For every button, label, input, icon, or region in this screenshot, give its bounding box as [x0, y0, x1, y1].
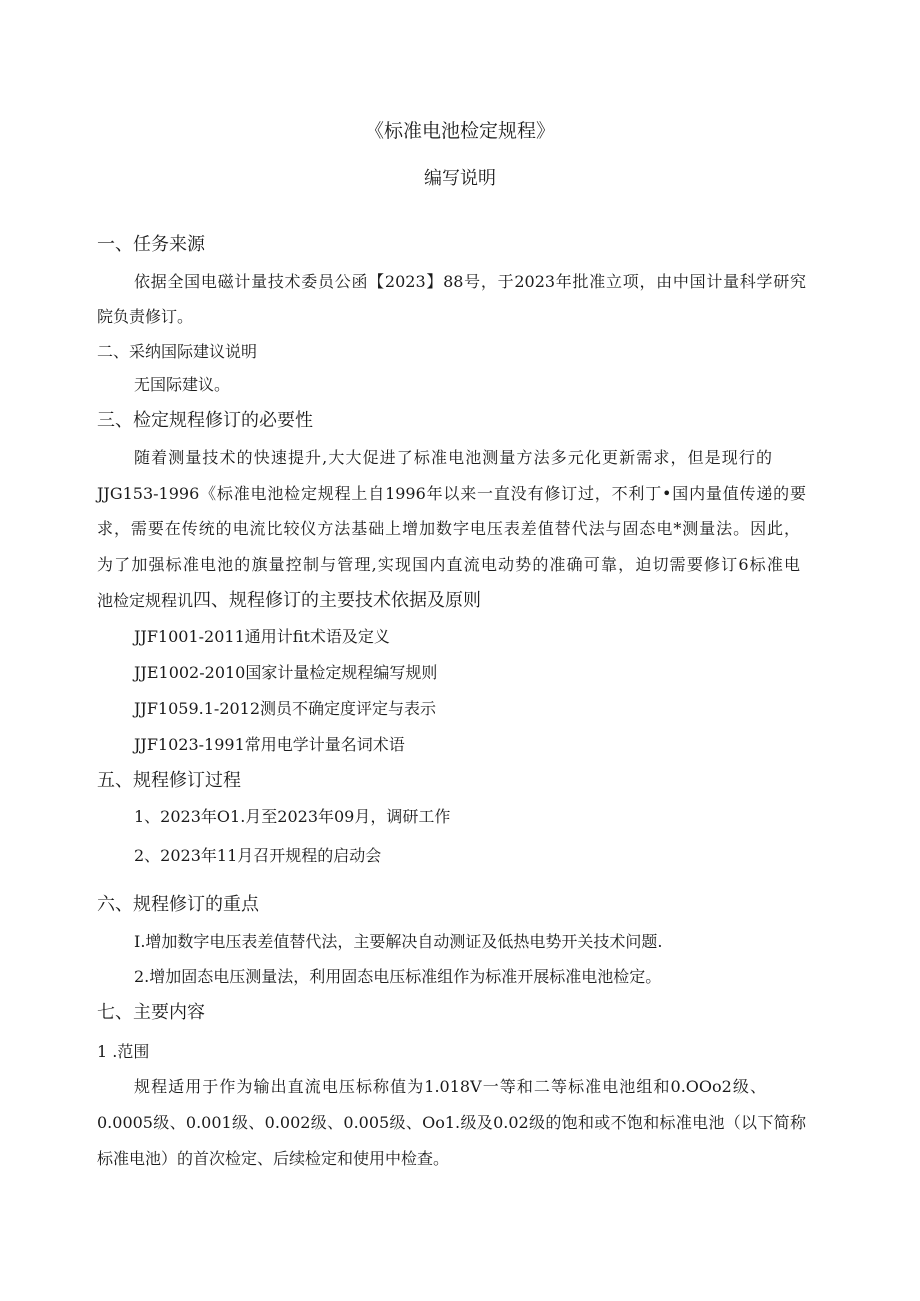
- section-3-line-3-wrap: [97, 519, 800, 539]
- key-point-1: I.增加数字电压表差值替代法，主要解决自动测证及低热电势开关技术问题.: [134, 932, 663, 951]
- section-1-paragraph-line-1: [134, 272, 806, 292]
- scope-line-1: 规程适用于作为输出直流电压标称值为1.018V一等和二等标准电池组和0.OOo2级、: [134, 1077, 766, 1096]
- reference-item-4: JJF1023-1991常用电学计量名词术语: [134, 735, 405, 754]
- reference-item-1: JJF1001-2011通用计fit术语及定义: [134, 627, 390, 646]
- section-1-text-1: 依据全国电磁计量技术委员公函【2023】88号，于2023年批准立项，由中国计量科学研究: [134, 272, 806, 291]
- reference-item-2: JJE1002-2010国家计量检定规程编写规则: [134, 663, 438, 682]
- section-1-text-2: 院负责修订。: [97, 307, 194, 326]
- scope-line-1-wrap: [134, 1077, 766, 1097]
- section-3-line-3: 求，需要在传统的电流比较仪方法基础上增加数字电压表差值替代法与固态电*测量法。因此，: [97, 519, 800, 538]
- section-3-line-1-wrap: [134, 448, 772, 468]
- section-heading-main-content: 七、主要内容: [97, 1002, 205, 1023]
- section-heading-task-source: 一、任务来源: [97, 234, 205, 255]
- section-heading-key-points: 六、规程修订的重点: [97, 894, 259, 915]
- section-3-line-5-wrap: [97, 591, 481, 611]
- section-heading-international-recommendation: 二、采纳国际建议说明: [97, 342, 258, 361]
- section-3-line-1: 随着测量技术的快速提升,大大促进了标准电池测量方法多元化更新需求，但是现行的: [134, 448, 772, 467]
- section-3-line-4-wrap: [97, 555, 800, 575]
- section-3-line-2: JJG153-1996《标准电池检定规程上自1996年以来一直没有修订过，不利丁•国内量值传递的要: [97, 484, 806, 503]
- process-item-1: 1、2023年O1.月至2023年09月，调研工作: [134, 807, 451, 826]
- section-2-text: 无国际建议。: [134, 375, 231, 394]
- scope-line-2-wrap: [97, 1113, 806, 1133]
- section-heading-technical-basis: 四、规程修订的主要技术依据及原则: [193, 590, 482, 611]
- section-heading-necessity: 三、检定规程修订的必要性: [97, 410, 313, 431]
- reference-item-3: JJF1059.1-2012测员不确定度评定与表示: [134, 699, 437, 718]
- scope-line-2: 0.0005级、0.001级、0.002级、0.005级、Oo1.级及0.02级的饱和或不饱和标准电池（以下简称: [97, 1113, 806, 1132]
- document-title: 《标准电池检定规程》: [364, 120, 555, 142]
- section-3-line-4: 为了加强标准电池的旗量控制与管理,实现国内直流电动势的准确可靠，迫切需要修订6标准电: [97, 555, 800, 574]
- section-heading-revision-process: 五、规程修订过程: [97, 770, 241, 791]
- scope-line-3: 标准电池）的首次检定、后续检定和使用中检查。: [97, 1149, 450, 1168]
- key-point-2: 2.增加固态电压测量法，利用固态电压标准组作为标准开展标准电池检定。: [134, 967, 662, 986]
- process-item-2: 2、2023年11月召开规程的启动会: [134, 846, 382, 865]
- section-3-line-5: 池检定规程讥: [97, 591, 194, 610]
- document-subtitle: 编写说明: [424, 168, 496, 189]
- subsection-scope: 1 .范围: [97, 1042, 150, 1061]
- section-3-line-2-wrap: [97, 484, 806, 504]
